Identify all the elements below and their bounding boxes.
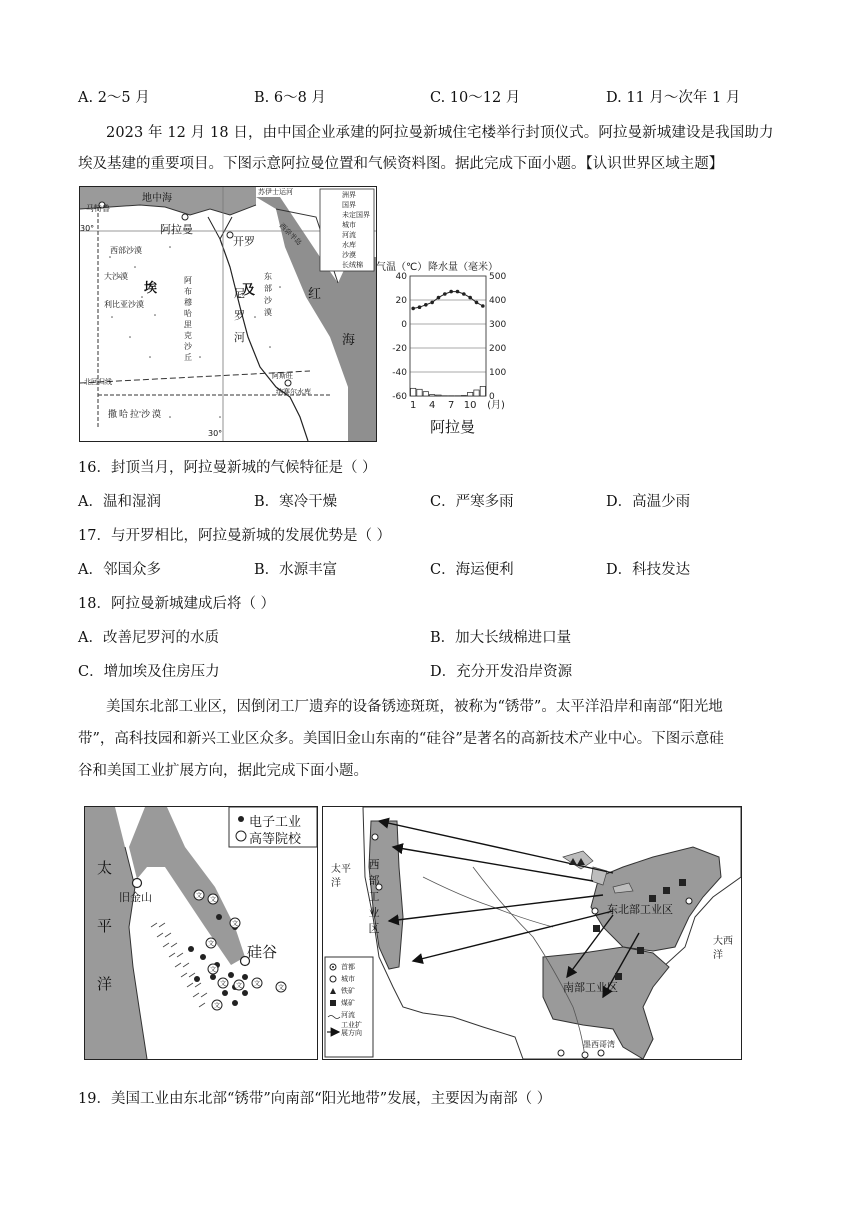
- q18-option-d[interactable]: D．充分开发沿岸资源: [430, 664, 573, 680]
- us-industry-svg: [323, 807, 741, 1059]
- q19-stem: 19．美国工业由东北部“锈带”向南部“阳光地带”发展，主要因为南部（ ）: [78, 1091, 552, 1107]
- precip-tick-label: 100: [489, 368, 507, 378]
- us-legend-expansion: 工业扩展方向: [341, 1021, 362, 1037]
- temp-tick-label: 0: [401, 320, 407, 330]
- precip-bar: [417, 389, 422, 396]
- sahara-label: 撒哈拉沙漠: [108, 410, 164, 420]
- university-glyph: 文: [235, 982, 243, 990]
- us-legend-iron: 铁矿: [341, 987, 355, 995]
- q18-option-c[interactable]: C．增加埃及住房压力: [78, 664, 220, 680]
- us-atlantic-label: [713, 935, 735, 963]
- mediterranean-label: 地中海: [142, 193, 172, 204]
- q15-option-c[interactable]: C. 10～12 月: [430, 90, 521, 106]
- intro2-line2: 带”，高科技园和新兴工业区众多。美国旧金山东南的“硅谷”是著名的高新技术产业中心。下图示意硅: [78, 731, 724, 747]
- precip-tick-label: 0: [489, 392, 495, 402]
- egypt-legend-list: [342, 190, 370, 270]
- arbain-label: 阿布穆哈里克沙丘: [184, 276, 192, 362]
- x-tick-label: 7: [447, 400, 455, 411]
- temp-tick-label: -60: [392, 392, 407, 402]
- electronics-dot: [222, 990, 228, 996]
- university-glyph: 文: [253, 980, 261, 988]
- precip-tick-label: 200: [489, 344, 507, 354]
- university-glyph: 文: [207, 940, 215, 948]
- q16-stem: 16．封顶当月，阿拉曼新城的气候特征是（ ）: [78, 460, 377, 476]
- silicon-valley-map: [84, 806, 318, 1060]
- west-zone-char-2: 部: [368, 874, 380, 887]
- us-atlantic-label-1: 大西: [713, 936, 733, 947]
- red-sea-label-2: 海: [342, 333, 356, 348]
- pacific-label-2: 平: [97, 917, 113, 935]
- electronics-dot: [242, 990, 248, 996]
- q18-option-b[interactable]: B．加大长绒棉进口量: [430, 630, 572, 646]
- q16-option-d[interactable]: D．高温少雨: [606, 494, 691, 510]
- legend-continent-border: 洲界: [342, 191, 356, 199]
- legend-cotton: 长绒棉: [342, 261, 363, 269]
- q15-option-a[interactable]: A. 2～5 月: [78, 90, 150, 106]
- temp-point: [468, 296, 472, 300]
- legend-national-border: 国界: [342, 201, 356, 209]
- temp-point: [424, 303, 428, 307]
- sinai-label: 西奈半岛: [277, 221, 304, 248]
- west-zone-char-3: 工: [368, 890, 380, 903]
- precip-axis-label: 降水量（毫米）: [428, 262, 498, 273]
- q18-option-a[interactable]: A．改善尼罗河的水质: [78, 630, 219, 646]
- legend-undefined-border: 未定国界: [342, 211, 370, 219]
- pacific-label-3: 洋: [97, 975, 113, 993]
- egypt-map-svg: [80, 187, 376, 441]
- university-glyph: 文: [219, 980, 227, 988]
- electronics-dot: [216, 914, 222, 920]
- x-tick-label: 4: [428, 400, 436, 411]
- temp-point: [481, 304, 485, 308]
- lon30-label: 30°: [208, 429, 223, 438]
- q17-option-d[interactable]: D．科技发达: [606, 562, 691, 578]
- legend-river: 河流: [342, 231, 356, 239]
- university-glyph: 文: [277, 984, 285, 992]
- temp-tick-label: 20: [395, 296, 407, 306]
- us-atlantic-label-2: 洋: [713, 950, 723, 961]
- precip-bar: [480, 386, 485, 396]
- temp-point: [443, 292, 447, 296]
- q18-stem: 18．阿拉曼新城建成后将（ ）: [78, 596, 276, 612]
- temp-point: [430, 301, 434, 305]
- precip-bar: [468, 392, 473, 396]
- university-glyph: 文: [213, 1002, 221, 1010]
- electronics-dot: [228, 972, 234, 978]
- legend-city: 城市: [342, 221, 356, 229]
- intro1-line1: 2023 年 12 月 18 日，由中国企业承建的阿拉曼新城住宅楼举行封顶仪式。阿拉曼新城建设是我国助力: [106, 125, 774, 141]
- electronics-dot: [194, 976, 200, 982]
- precip-bar: [436, 395, 441, 396]
- x-tick-label: 10: [463, 400, 477, 411]
- west-zone-char-1: 西: [368, 858, 380, 871]
- alamein-dot: [182, 214, 188, 220]
- temp-point: [411, 307, 415, 311]
- legend-electronics: 电子工业: [249, 815, 302, 830]
- precip-bar: [430, 395, 435, 396]
- q15-option-b[interactable]: B. 6～8 月: [254, 90, 326, 106]
- west-desert-label: 西部沙漠: [110, 246, 142, 255]
- sf-label: 旧金山: [119, 891, 152, 904]
- university-glyph: 文: [209, 896, 217, 904]
- temp-point: [475, 301, 479, 305]
- climate-chart: [376, 256, 512, 440]
- electronics-dot: [232, 1000, 238, 1006]
- alamein-label: 阿拉曼: [160, 223, 193, 236]
- legend-reservoir: 水库: [342, 241, 356, 249]
- university-glyph: 文: [231, 920, 239, 928]
- legend-desert: 沙漠: [342, 251, 356, 259]
- tropic-label: 北回归线: [84, 378, 112, 386]
- q16-option-b[interactable]: B．寒冷干燥: [254, 494, 338, 510]
- temp-point: [437, 296, 441, 300]
- egypt-label-1: 埃: [144, 281, 158, 296]
- electronics-dot: [200, 954, 206, 960]
- lat30-label: 30°: [80, 224, 95, 233]
- cairo-label: 开罗: [233, 235, 255, 248]
- precip-tick-label: 500: [489, 272, 507, 282]
- legend-university: 高等院校: [249, 832, 302, 847]
- q17-option-b[interactable]: B．水源丰富: [254, 562, 338, 578]
- west-zone-char-4: 业: [368, 906, 380, 919]
- plot-frame: [410, 276, 486, 396]
- silicon-valley-label: 硅谷: [247, 943, 278, 961]
- us-pacific-label: [331, 863, 353, 891]
- university-glyph: 文: [209, 966, 217, 974]
- red-sea-label-1: 红: [308, 287, 322, 302]
- q17-stem: 17．与开罗相比，阿拉曼新城的发展优势是（ ）: [78, 528, 392, 544]
- west-zone-char-5: 区: [368, 922, 380, 935]
- intro2-line3: 谷和美国工业扩展方向，据此完成下面小题。: [78, 763, 368, 779]
- west-zone-label: [367, 857, 381, 937]
- egypt-label-2: 及: [242, 283, 256, 298]
- us-legend-coal: 煤矿: [341, 999, 355, 1007]
- egypt-map: [79, 186, 377, 442]
- x-axis-unit: (月): [487, 400, 505, 411]
- university-glyph: 文: [195, 892, 203, 900]
- us-pacific-label-2: 洋: [331, 878, 341, 889]
- gulf-label: 墨西哥湾: [583, 1040, 615, 1049]
- temp-tick-label: 40: [395, 272, 407, 282]
- temp-tick-label: -40: [392, 368, 407, 378]
- northeast-zone-label: 东北部工业区: [607, 903, 673, 916]
- east-desert-label: 东部沙漠: [264, 272, 272, 317]
- us-legend-river: 河流: [341, 1011, 355, 1019]
- precip-bar: [474, 390, 479, 396]
- temp-point: [418, 305, 422, 309]
- matruh-label: 马特鲁: [86, 204, 110, 213]
- pacific-label-1: 太: [97, 859, 113, 877]
- q16-option-a[interactable]: A．温和湿润: [78, 494, 161, 510]
- intro1-line2: 埃及基建的重要项目。下图示意阿拉曼位置和气候资料图。据此完成下面小题。【认识世界区域主题】: [78, 156, 724, 172]
- q15-option-d[interactable]: D. 11 月～次年 1 月: [606, 90, 741, 106]
- climate-chart-title: 阿拉曼: [430, 418, 476, 436]
- electronics-dot: [210, 974, 216, 980]
- temp-point: [456, 290, 460, 294]
- climate-chart-svg: [376, 256, 512, 440]
- us-industry-map: [322, 806, 742, 1060]
- electronics-dot: [242, 974, 248, 980]
- precip-bar: [411, 388, 416, 396]
- temp-tick-label: -20: [392, 344, 407, 354]
- q17-option-c[interactable]: C．海运便利: [430, 562, 514, 578]
- precip-tick-label: 300: [489, 320, 507, 330]
- intro2-line1: 美国东北部工业区，因倒闭工厂遗弃的设备锈迹斑斑，被称为“锈带”。太平洋沿岸和南部“阳光地: [106, 699, 723, 715]
- q17-option-a[interactable]: A．邻国众多: [78, 562, 161, 578]
- us-legend-capital: 首都: [341, 963, 355, 971]
- great-sand-sea-label: 大沙漠: [104, 272, 128, 281]
- us-legend-city: 城市: [341, 975, 355, 983]
- temp-axis-label: 气温（℃）: [376, 262, 428, 273]
- temp-point: [449, 290, 453, 294]
- us-legend-list: [341, 961, 367, 1037]
- electronics-dot: [188, 946, 194, 952]
- aswan-label: 阿斯旺: [272, 372, 293, 380]
- q16-option-c[interactable]: C．严寒多雨: [430, 494, 514, 510]
- suez-label: 苏伊士运河: [258, 188, 293, 196]
- precip-bar: [423, 392, 428, 396]
- south-zone-label: 南部工业区: [563, 981, 618, 994]
- libyan-desert-label: 利比亚沙漠: [104, 300, 144, 309]
- x-tick-label: 1: [409, 400, 417, 411]
- nile-label: 尼罗河: [234, 287, 245, 344]
- temp-point: [462, 292, 466, 296]
- precip-tick-label: 400: [489, 296, 507, 306]
- us-pacific-label-1: 太平: [331, 864, 351, 875]
- nasser-label: 纳赛尔水库: [276, 388, 311, 396]
